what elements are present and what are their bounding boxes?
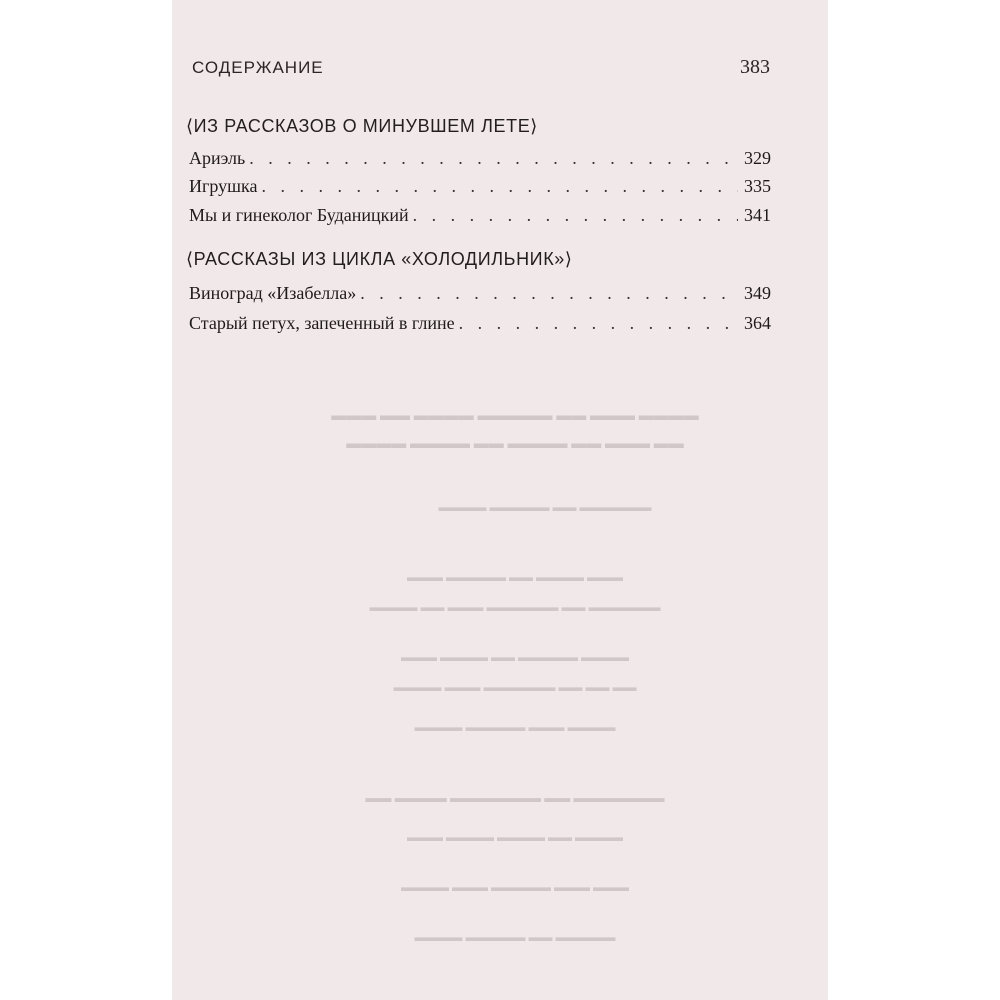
- dot-leader: [459, 313, 738, 334]
- show-through-text: ▬▬▬▬ ▬▬▬▬▬ ▬▬ ▬▬▬▬▬: [414, 930, 616, 944]
- toc-entry: [189, 148, 771, 169]
- toc-entry-page: 335: [744, 176, 771, 196]
- dot-leader: [413, 205, 738, 226]
- show-through-text: ▬▬▬▬ ▬▬▬ ▬▬▬▬▬▬ ▬▬ ▬▬ ▬▬: [393, 680, 637, 694]
- dot-leader: [261, 176, 738, 197]
- show-through-text: ▬▬ ▬▬▬▬ ▬▬▬▬▬▬▬ ▬▬ ▬▬▬▬▬▬▬: [365, 790, 665, 805]
- running-header: [192, 56, 770, 79]
- show-through-text: ▬▬▬ ▬▬▬▬ ▬▬ ▬▬▬▬▬ ▬▬▬▬: [401, 650, 629, 664]
- section-heading: ⟨РАССКАЗЫ ИЗ ЦИКЛА «ХОЛОДИЛЬНИК»⟩: [186, 249, 573, 269]
- dot-leader: [249, 148, 738, 169]
- section-heading: ⟨ИЗ РАССКАЗОВ О МИНУВШЕМ ЛЕТЕ⟩: [186, 116, 538, 136]
- toc-entry-title: Ариэль: [189, 148, 246, 168]
- show-through-text: ▬▬▬ ▬▬▬▬ ▬▬▬▬ ▬▬ ▬▬▬▬: [407, 830, 623, 844]
- toc-entry-page: 329: [744, 148, 771, 168]
- toc-entry: [189, 313, 771, 334]
- toc-entry: [189, 176, 771, 197]
- toc-entry-title: Мы и гинеколог Буданицкий: [189, 205, 409, 225]
- show-through-text: ▬▬▬▬ ▬▬▬▬▬ ▬▬▬ ▬▬▬▬: [414, 720, 616, 734]
- toc-entry-page: 364: [744, 313, 771, 333]
- dot-leader: [360, 283, 738, 304]
- toc-entry-title: Игрушка: [189, 176, 258, 196]
- show-through-text: ▬▬▬▬ ▬▬▬ ▬▬▬▬▬ ▬▬▬ ▬▬▬: [401, 880, 629, 894]
- header-page-number: 383: [740, 56, 770, 78]
- show-through-text: ▬▬▬▬ ▬▬▬▬▬ ▬▬ ▬▬▬▬▬▬: [438, 500, 652, 514]
- toc-entry: [189, 205, 771, 226]
- toc-entry-title: Виноград «Изабелла»: [189, 283, 357, 303]
- toc-entry: [189, 283, 771, 304]
- header-title: СОДЕРЖАНИЕ: [192, 58, 324, 77]
- book-page: [172, 0, 828, 1000]
- show-through-text: ▬▬▬ ▬▬ ▬▬▬▬ ▬▬▬▬▬ ▬▬ ▬▬▬ ▬▬▬▬: [331, 408, 699, 424]
- show-through-text: ▬▬▬ ▬▬▬▬▬ ▬▬ ▬▬▬▬ ▬▬▬: [407, 570, 623, 584]
- toc-entry-page: 341: [744, 205, 771, 225]
- show-through-text: ▬▬▬▬ ▬▬ ▬▬▬ ▬▬▬▬▬▬ ▬▬ ▬▬▬▬▬▬: [369, 600, 661, 614]
- toc-entry-page: 349: [744, 283, 771, 303]
- toc-entry-title: Старый петух, запеченный в глине: [189, 313, 455, 333]
- show-through-text: ▬▬▬▬ ▬▬▬▬ ▬▬ ▬▬▬▬ ▬▬ ▬▬▬ ▬▬: [346, 436, 684, 452]
